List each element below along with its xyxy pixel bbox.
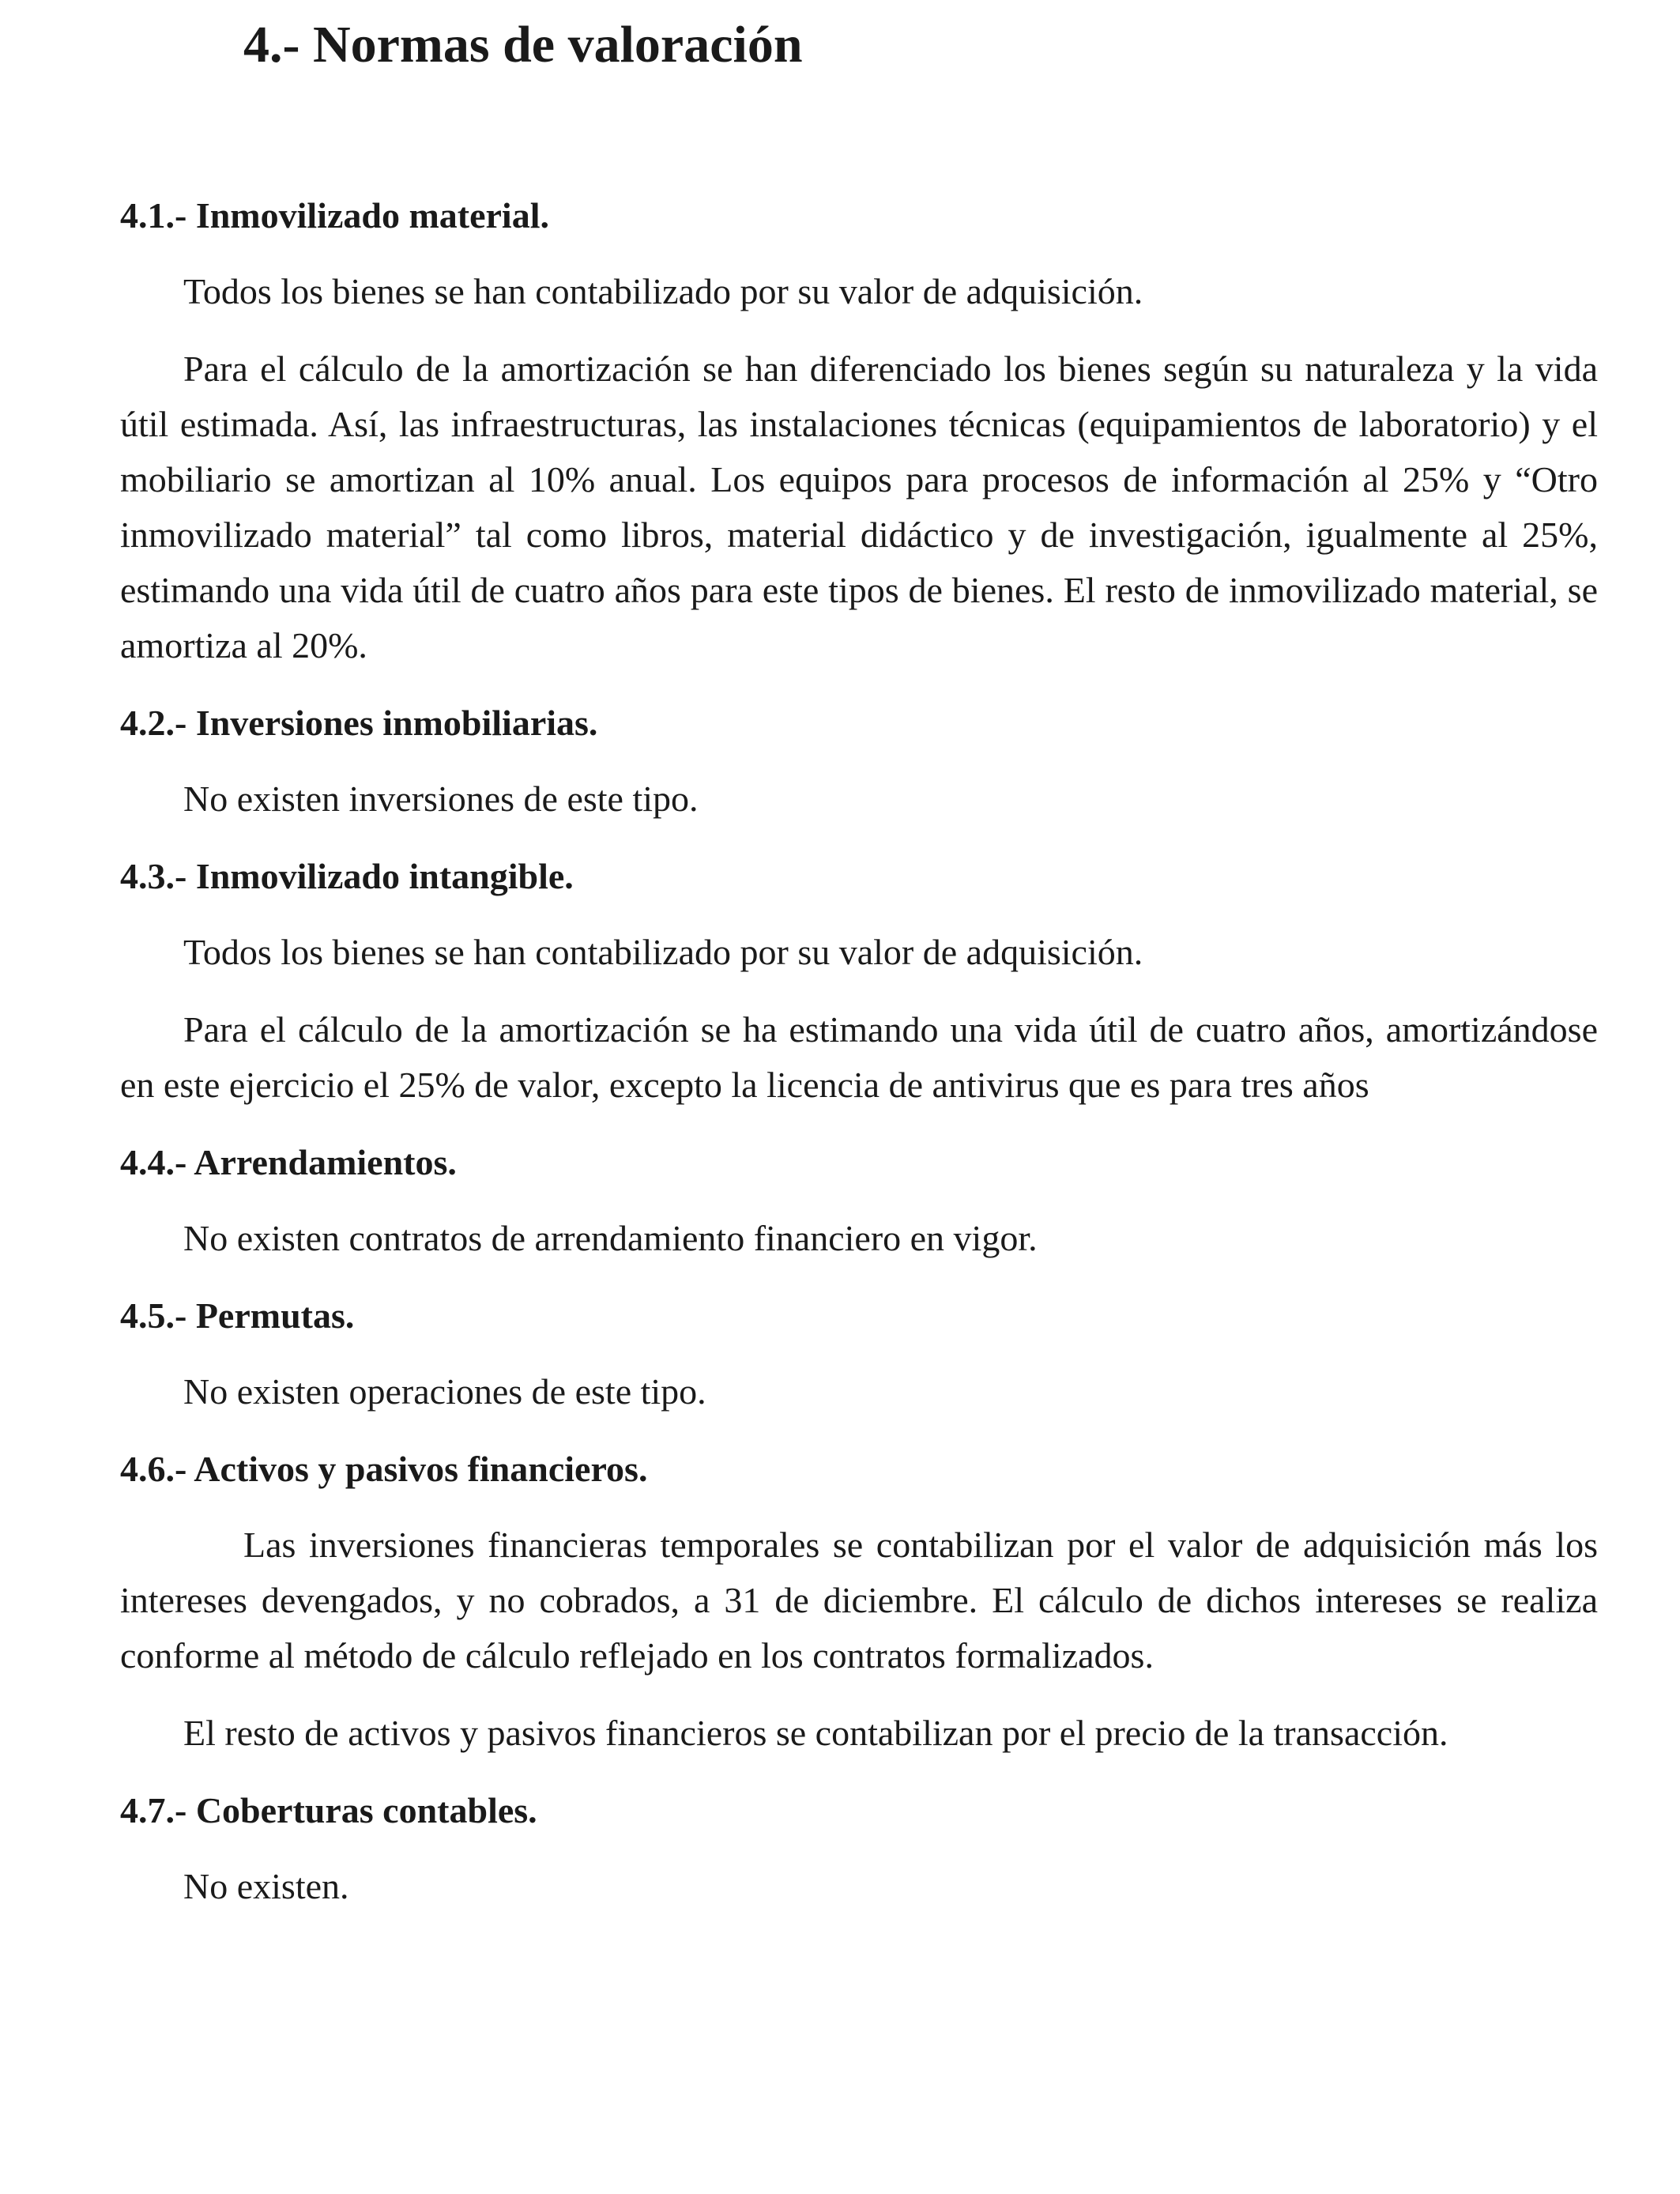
section-4-5-paragraph-1: No existen operaciones de este tipo. (183, 1371, 706, 1412)
section-4-2-paragraph-1: No existen inversiones de este tipo. (183, 778, 699, 819)
document-body (120, 188, 1598, 1914)
section-4-3-paragraph-1: Todos los bienes se han contabilizado por su valor de adquisición. (183, 932, 1143, 972)
section-4-1-paragraph-2: Para el cálculo de la amortización se han diferenciado los bienes según su naturaleza y la vida útil estimada. Así, las infraestructuras, las instalaciones técnicas (equipamientos de laboratorio) y el mobiliario se amortizan al 10% anual. Los equipos para procesos de información al 25% y “Otro inmovilizado material” tal como libros, material didáctico y de investigación, igualmente al 25%, estimando una vida útil de cuatro años para este tipos de bienes. El resto de inmovilizado material, se amortiza al 20%. (120, 349, 1598, 665)
section-4-7-paragraph-1: No existen. (183, 1866, 349, 1906)
page-title: 4.- Normas de valoración (243, 16, 803, 74)
section-heading-4-3: 4.3.- Inmovilizado intangible. (120, 856, 574, 896)
section-4-4-paragraph-1: No existen contratos de arrendamiento financiero en vigor. (183, 1218, 1038, 1258)
section-4-1-paragraph-1: Todos los bienes se han contabilizado por su valor de adquisición. (183, 271, 1143, 311)
section-4-6-paragraph-1: Las inversiones financieras temporales se contabilizan por el valor de adquisición más los intereses devengados, y no cobrados, a 31 de diciembre. El cálculo de dichos intereses se realiza conforme al método de cálculo reflejado en los contratos formalizados. (120, 1525, 1598, 1676)
section-heading-4-1: 4.1.- Inmovilizado material. (120, 195, 549, 236)
section-4-6-paragraph-2: El resto de activos y pasivos financieros se contabilizan por el precio de la transacción. (183, 1713, 1448, 1753)
section-heading-4-2: 4.2.- Inversiones inmobiliarias. (120, 703, 598, 743)
section-heading-4-6: 4.6.- Activos y pasivos financieros. (120, 1449, 648, 1489)
section-heading-4-4: 4.4.- Arrendamientos. (120, 1142, 457, 1182)
section-4-3-paragraph-2: Para el cálculo de la amortización se ha estimando una vida útil de cuatro años, amortizándose en este ejercicio el 25% de valor, excepto la licencia de antivirus que es para tres años (120, 1009, 1598, 1105)
section-heading-4-5: 4.5.- Permutas. (120, 1295, 355, 1336)
section-heading-4-7: 4.7.- Coberturas contables. (120, 1790, 537, 1830)
